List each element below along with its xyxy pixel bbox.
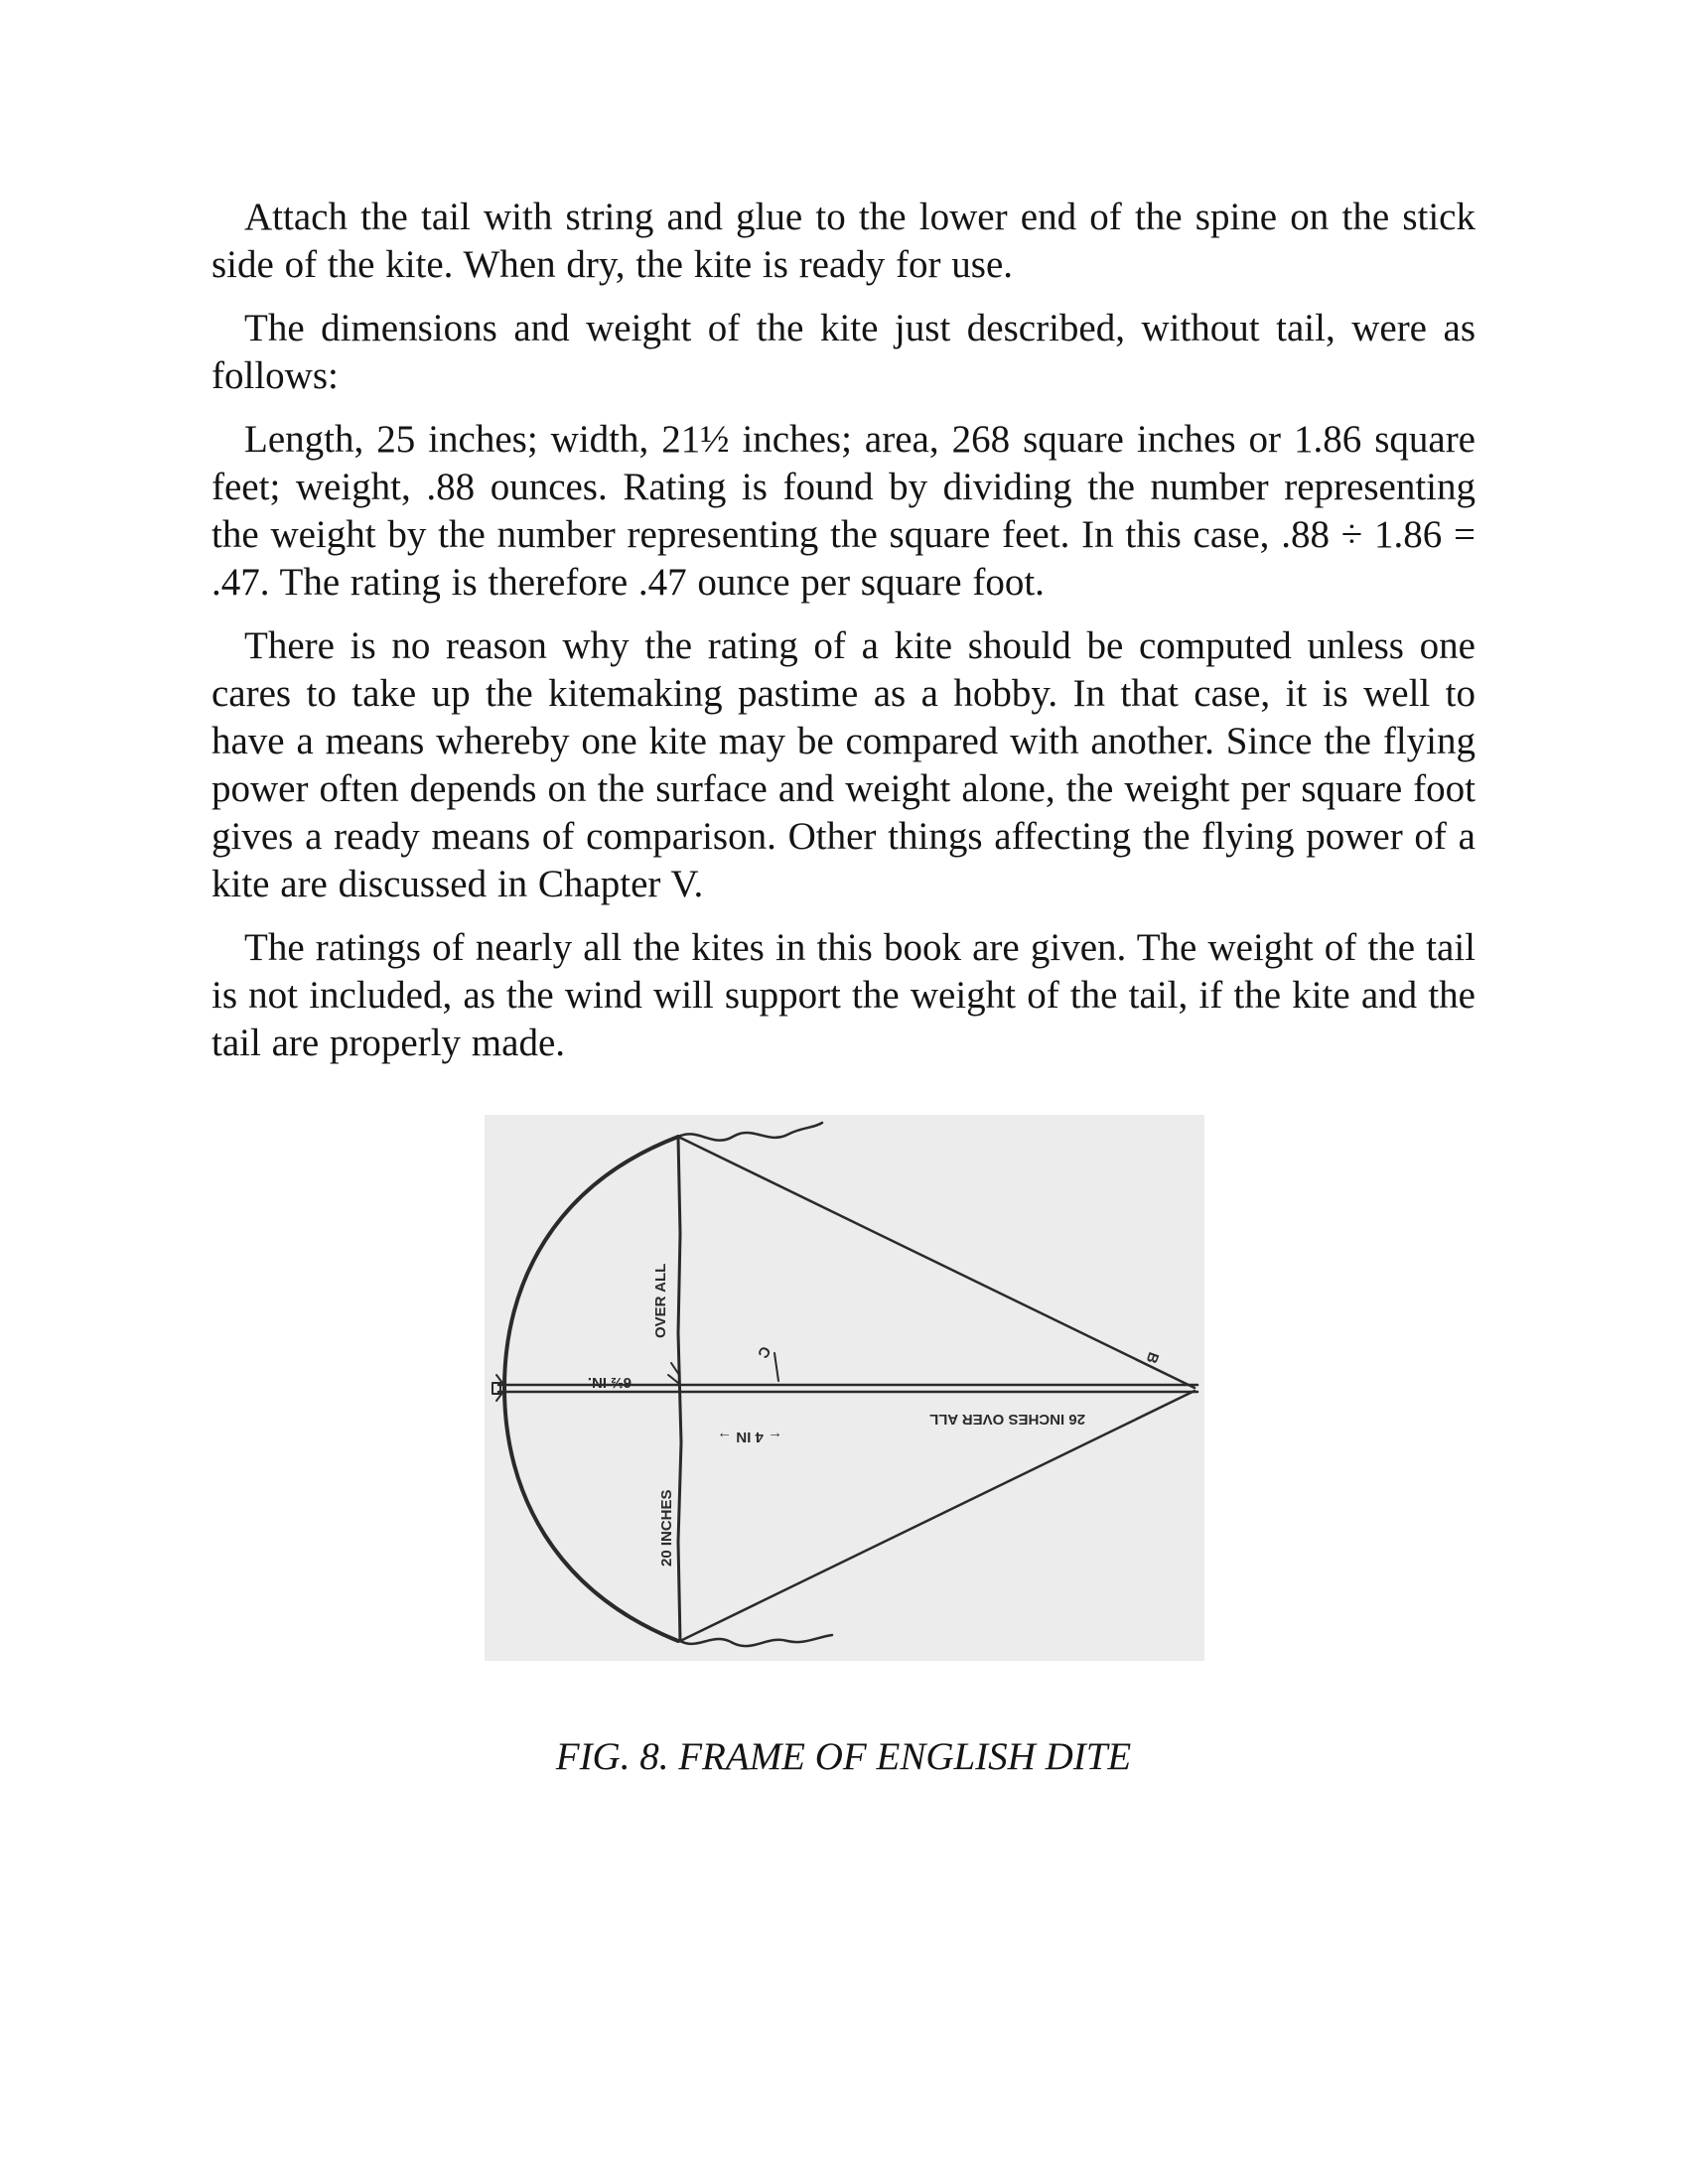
label-b-mark: B [1142,1349,1163,1366]
label-over-all: OVER ALL [652,1263,669,1338]
c-marker-line [774,1353,778,1381]
paragraph-4: There is no reason why the rating of a kite should be computed unless one cares to take up the kitemaking pastime as a hobby. In that case, it is well to have a means whereby one kite may be compared with another. Since the flying power often depends on the surface and weight alone, the weight per square foot gives a ready means of comparison. Other things affecting the flying power of a kite are discussed in Chapter V. [211,624,1476,905]
label-26-inches: 26 INCHES OVER ALL [929,1411,1085,1428]
paragraph-2: The dimensions and weight of the kite just described, without tail, were as follows: [211,307,1476,397]
paragraph-3: Length, 25 inches; width, 21½ inches; area, 268 square inches or 1.86 square feet; weight, .88 ounces. Rating is found by dividing the number representing the weight by the number representing the square feet. In this case, .88 ÷ 1.86 = .47. The rating is therefore .47 ounce per square foot. [211,418,1476,604]
label-20-inches: 20 INCHES [658,1489,675,1567]
label-6-half-in: 6½ IN. [587,1374,632,1391]
figure-caption: FIG. 8. FRAME OF ENGLISH DITE [555,1735,1132,1778]
kite-frame-drawing [485,1115,1204,1661]
cross-stick [678,1137,681,1641]
bottom-string-end [680,1635,832,1646]
kite-frame-figure [485,1115,1204,1661]
paragraph-1: Attach the tail with string and glue to the lower end of the spine on the stick side of the kite. When dry, the kite is ready for use. [211,196,1476,286]
dim-arrow-marks [668,1363,679,1383]
paragraph-5: The ratings of nearly all the kites in this book are given. The weight of the tail is not included, as the wind will support the weight of the tail, if the kite and the tail are properly made. [211,926,1476,1064]
top-string-end [678,1123,822,1141]
body-text [211,194,1476,1083]
label-c-mark: C [754,1343,774,1361]
label-4-in: ← 4 IN → [717,1429,782,1445]
